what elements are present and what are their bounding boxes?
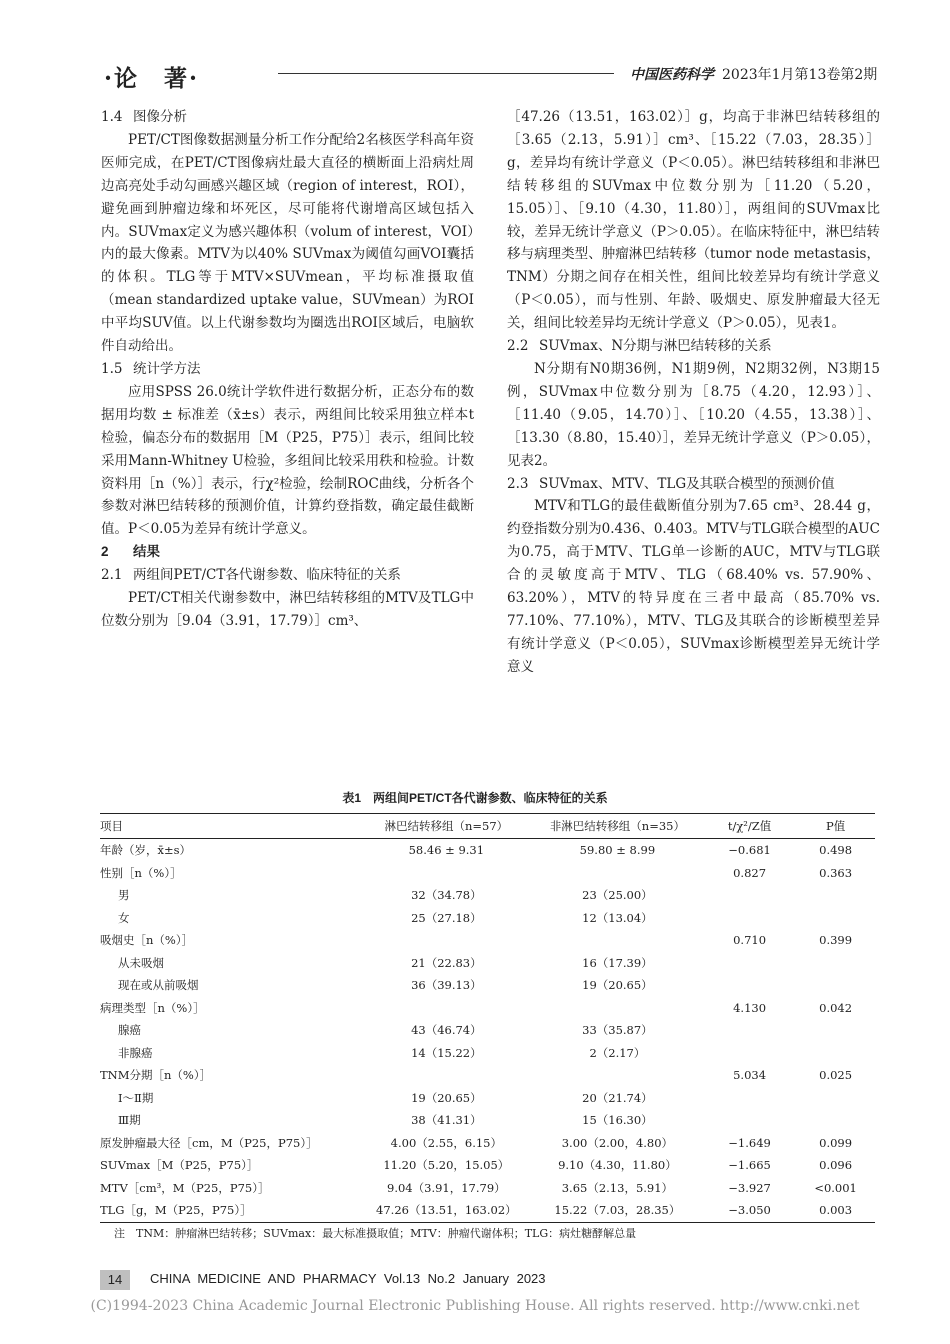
table-row: [100, 997, 875, 1020]
table-cell: 非腺癌: [118, 1045, 153, 1060]
table-cell: 16（17.39）: [582, 955, 653, 970]
heading-1-5: 1.5 统计学方法: [101, 360, 201, 377]
table-cell: 4.00（2.55，6.15）: [390, 1135, 502, 1150]
table-row: [100, 1154, 875, 1177]
table-cell: [361, 997, 532, 1020]
table-cell: 25（27.18）: [411, 910, 482, 925]
table-cell: 59.80 ± 8.99: [579, 843, 656, 858]
table-cell: [796, 974, 875, 997]
table-row: [100, 1109, 875, 1132]
table-cell: TLG［g，M（P25，P75）］: [100, 1199, 361, 1222]
table-cell: 36（39.13）: [411, 978, 482, 993]
table-cell: [703, 1019, 796, 1042]
table-cell: 5.034: [733, 1068, 767, 1083]
heading-2-3: 2.3 SUVmax、MTV、TLG及其联合模型的预测价值: [507, 475, 835, 492]
table-cell: [532, 997, 703, 1020]
table-row: [100, 907, 875, 930]
table-cell: 0.042: [819, 1000, 853, 1015]
table-cell: TNM分期［n（%）］: [100, 1068, 212, 1083]
table-cell: 9.10（4.30，11.80）: [558, 1158, 677, 1173]
table-cell: 47.26（13.51，163.02）: [361, 1199, 532, 1222]
table-cell: Ⅰ～Ⅱ期: [118, 1090, 154, 1105]
table-cell: 0.096: [819, 1158, 853, 1173]
journal-issue: 2023年1月第13卷第2期: [722, 67, 878, 83]
left-column: [101, 106, 474, 633]
table-cell: 21（22.83）: [411, 955, 482, 970]
table-cell: 女: [118, 910, 130, 925]
table-cell: [532, 929, 703, 952]
table-cell: [796, 1109, 875, 1132]
table-cell: 性别［n（%）］: [100, 865, 182, 880]
paragraph-2-1-cont: ［47.26（13.51，163.02）］g，均高于非淋巴结转移组的［3.65（2.13，5.91）］cm³、［15.22（7.03，28.35）］g，差异均有统计学意义（P＜0.05）。淋巴结转移组和非淋巴结转移组的SUVmax中位数分别为［11.20（5.20，15.05）］、［9.10（4.30，11.80）］，两组间的SUVmax比较，差异无统计学意义（P＞0.05）。在临床特征中，淋巴结转移与病理类型、肿瘤淋巴结转移（tumor node metastasis，TNM）分期之间存在相关性，组间比较差异均有统计学意义（P＜0.05），而与性别、年龄、吸烟史、原发肿瘤最大径无关，组间比较差异均无统计学意义（P＞0.05），见表1。: [507, 109, 880, 332]
paragraph-2-2: N分期有N0期36例，N1期9例，N2期32例，N3期15例，SUVmax中位数分别为［8.75（4.20，12.93）］、［11.40（9.05，14.70）］、［10.20（4.55，13.38）］、［13.30（8.80，15.40）］，差异无统计学意义（P＞0.05），见表2。: [507, 360, 880, 469]
table-cell: −1.649: [728, 1135, 771, 1150]
table-row: [100, 1019, 875, 1042]
table-cell: 33（35.87）: [582, 1023, 653, 1038]
table-header-row: [100, 814, 875, 839]
page-number: 14: [100, 1270, 130, 1290]
table-note: 注 TNM：肿瘤淋巴结转移；SUVmax：最大标准摄取值；MTV：肿瘤代谢体积；TLG：病灶糖酵解总量: [114, 1227, 637, 1240]
heading-1-4: 1.4 图像分析: [101, 109, 187, 125]
table-cell: 从未吸烟: [118, 955, 164, 970]
table-cell: [532, 862, 703, 885]
table-cell: −3.050: [703, 1199, 796, 1222]
table-cell: 原发肿瘤最大径［cm，M（P25，P75）］: [100, 1135, 318, 1150]
table-row: [100, 884, 875, 907]
table-cell: [703, 952, 796, 975]
table-cell: [703, 907, 796, 930]
header-rule: [278, 73, 614, 74]
table-cell: [796, 1042, 875, 1065]
paragraph-image-analysis: PET/CT图像数据测量分析工作分配给2名核医学科高年资医师完成，在PET/CT图像病灶最大直径的横断面上沿病灶周边高亮处手动勾画感兴趣区域（region of interest，ROI），避免画到肿瘤边缘和坏死区，尽可能将代谢增高区域包括入内。SUVmax定义为感兴趣体积（volum of interest，VOI）内的最大像素。MTV为以40% SUVmax为阈值勾画VOI囊括的体积。TLG等于MTV×SUVmean，平均标准摄取值（mean standardized uptake value，SUVmean）为ROI中平均SUV值。以上代谢参数均为圈选出ROI区域后，电脑软件自动给出。: [101, 131, 474, 355]
heading-2-1: 2.1 两组间PET/CT各代谢参数、临床特征的关系: [101, 567, 401, 584]
table-row: [100, 1087, 875, 1110]
table-cell: 20（21.74）: [582, 1090, 653, 1105]
table-cell: −3.927: [728, 1180, 771, 1195]
table-row: [100, 1177, 875, 1200]
table-cell: 12（13.04）: [582, 910, 653, 925]
table-row: [100, 839, 875, 862]
table-cell: [361, 929, 532, 952]
table-cell: 0.363: [819, 865, 853, 880]
table-cell: 2（2.17）: [589, 1045, 646, 1060]
table-cell: 38（41.31）: [411, 1113, 482, 1128]
table-row: [100, 1064, 875, 1087]
paragraph-2-1-start: PET/CT相关代谢参数中，淋巴结转移组的MTV及TLG中位数分别为［9.04（3.91，17.79）］cm³、: [101, 590, 474, 629]
table-cell: 9.04（3.91，17.79）: [387, 1180, 506, 1195]
table-cell: 0.710: [733, 933, 767, 948]
table-row: [100, 974, 875, 997]
table-cell: [796, 884, 875, 907]
section-label: ·论 著·: [104, 65, 200, 92]
heading-2-results: 2 结果: [101, 544, 160, 560]
table-cell: 腺癌: [118, 1023, 141, 1038]
header-p-value: P值: [796, 814, 875, 839]
table-1-title: 表1 两组间PET/CT各代谢参数、临床特征的关系: [342, 791, 608, 805]
journal-name: 中国医药科学: [630, 67, 714, 83]
table-cell: 19（20.65）: [582, 978, 653, 993]
table-cell: 15（16.30）: [582, 1113, 653, 1128]
footer-journal-info: CHINA MEDICINE AND PHARMACY Vol.13 No.2 January 2023: [150, 1271, 546, 1286]
table-cell: [796, 952, 875, 975]
table-row: [100, 1132, 875, 1155]
table-cell: 23（25.00）: [582, 888, 653, 903]
table-cell: 4.130: [733, 1000, 767, 1015]
table-row: [100, 862, 875, 885]
table-cell: [796, 1019, 875, 1042]
table-cell: 吸烟史［n（%）］: [100, 933, 194, 948]
table-cell: 男: [118, 888, 130, 903]
table-cell: 年龄（岁，x̄±s）: [100, 843, 192, 858]
table-cell: 病理类型［n（%）］: [100, 1000, 205, 1015]
header-non-metastasis-group: 非淋巴结转移组（n=35）: [532, 814, 703, 839]
table-cell: 43（46.74）: [411, 1023, 482, 1038]
table-cell: [532, 1064, 703, 1087]
table-cell: 32（34.78）: [411, 888, 482, 903]
table-cell: [703, 1109, 796, 1132]
heading-2-2: 2.2 SUVmax、N分期与淋巴结转移的关系: [507, 338, 772, 355]
copyright-watermark: (C)1994-2023 China Academic Journal Electronic Publishing House. All rights reserved. http://www.cnki.net: [90, 1298, 860, 1314]
table-cell: 0.003: [796, 1199, 875, 1222]
table-cell: MTV［cm³，M（P25，P75）］: [100, 1180, 270, 1195]
table-cell: 11.20（5.20，15.05）: [383, 1158, 510, 1173]
table-cell: [796, 1087, 875, 1110]
table-cell: 15.22（7.03，28.35）: [532, 1199, 703, 1222]
table-cell: [703, 884, 796, 907]
table-cell: Ⅲ期: [118, 1113, 141, 1128]
table-cell: [361, 862, 532, 885]
table-cell: 3.00（2.00，4.80）: [561, 1135, 674, 1150]
header-statistic: t/χ²/Z值: [703, 814, 796, 839]
table-cell: 0.399: [819, 933, 853, 948]
header-metastasis-group: 淋巴结转移组（n=57）: [361, 814, 532, 839]
header-item: 项目: [100, 814, 361, 839]
table-cell: −1.665: [728, 1158, 771, 1173]
table-1: [100, 813, 875, 1223]
table-cell: SUVmax［M（P25，P75）］: [100, 1158, 259, 1173]
table-cell: 0.025: [819, 1068, 853, 1083]
table-row: [100, 1042, 875, 1065]
table-cell: 0.099: [819, 1135, 853, 1150]
table-row: [100, 1199, 875, 1222]
right-column: [507, 106, 880, 679]
table-row: [100, 952, 875, 975]
table-cell: 14（15.22）: [411, 1045, 482, 1060]
table-cell: [703, 1042, 796, 1065]
table-cell: 19（20.65）: [411, 1090, 482, 1105]
table-cell: [361, 1064, 532, 1087]
table-cell: 0.827: [733, 865, 767, 880]
paragraph-statistics: 应用SPSS 26.0统计学软件进行数据分析，正态分布的数据用均数 ± 标准差（x̄±s）表示，两组间比较采用独立样本t检验，偏态分布的数据用［M（P25，P75）］表示，组间比较采用Mann-Whitney U检验，多组间比较采用秩和检验。计数资料用［n（%）］表示，行χ²检验，绘制ROC曲线，分析各个参数对淋巴结转移的预测价值，计算约登指数，确定最佳截断值。P＜0.05为差异有统计学意义。: [101, 383, 474, 538]
table-cell: 3.65（2.13，5.91）: [561, 1180, 674, 1195]
table-cell: 现在或从前吸烟: [118, 978, 199, 993]
table-cell: [703, 974, 796, 997]
table-cell: 58.46 ± 9.31: [408, 843, 485, 858]
table-cell: [703, 1087, 796, 1110]
table-cell: <0.001: [814, 1180, 857, 1195]
table-cell: −0.681: [728, 843, 771, 858]
table-cell: [796, 907, 875, 930]
paragraph-2-3: MTV和TLG的最佳截断值分别为7.65 cm³、28.44 g，约登指数分别为0.436、0.403。MTV与TLG联合模型的AUC为0.75，高于MTV、TLG单一诊断的AUC，MTV与TLG联合的灵敏度高于MTV、TLG（68.40% vs. 57.90%、63.20%），MTV的特异度在三者中最高（85.70% vs. 77.10%、77.10%），MTV、TLG及其联合的诊断模型差异有统计学意义（P＜0.05），SUVmax诊断模型差异无统计学意义: [507, 498, 880, 675]
table-row: [100, 929, 875, 952]
table-cell: 0.498: [819, 843, 853, 858]
